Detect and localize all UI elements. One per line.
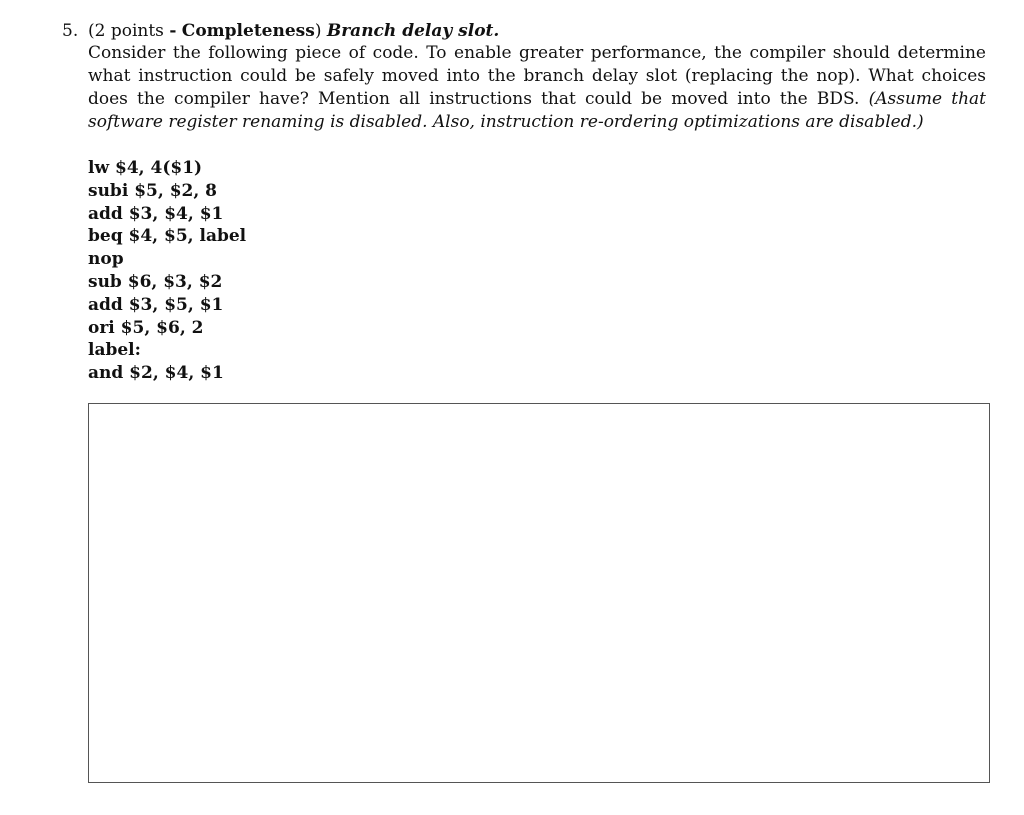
code-listing [88,157,246,385]
points-label: (2 points [88,21,164,41]
answer-box[interactable] [88,403,990,783]
code-line: subi $5, $2, 8 [88,180,218,201]
question-body [88,42,986,134]
code-line: lw $4, 4($1) [88,158,203,178]
code-line: add $3, $5, $1 [88,294,224,315]
code-line: sub $6, $3, $2 [88,271,223,292]
code-line: ori $5, $6, 2 [88,317,204,338]
points-close: ) [314,21,322,41]
question-number: 5. [62,21,79,41]
question-text: Consider the following piece of code. To enable greater performance, the compiler should determine what instruction could be safely moved into the branch delay slot (replacing the nop). What choices does the compiler have? Mention all instructions that could be moved into the BDS. [88,43,986,109]
code-line: and $2, $4, $1 [88,363,224,384]
separator: - [169,21,177,41]
code-line: nop [88,249,124,270]
question-5 [62,20,986,134]
question-header [62,20,986,42]
question-title: Branch delay slot. [326,21,500,41]
category-label: Completeness [181,21,315,41]
question-assumption: (Assume that software register renaming is disabled. Also, instruction re-ordering optimizations are disabled.) [88,89,986,132]
code-line: add $3, $4, $1 [88,203,224,224]
code-line: beq $4, $5, label [88,226,247,247]
code-line: label: [88,340,141,361]
